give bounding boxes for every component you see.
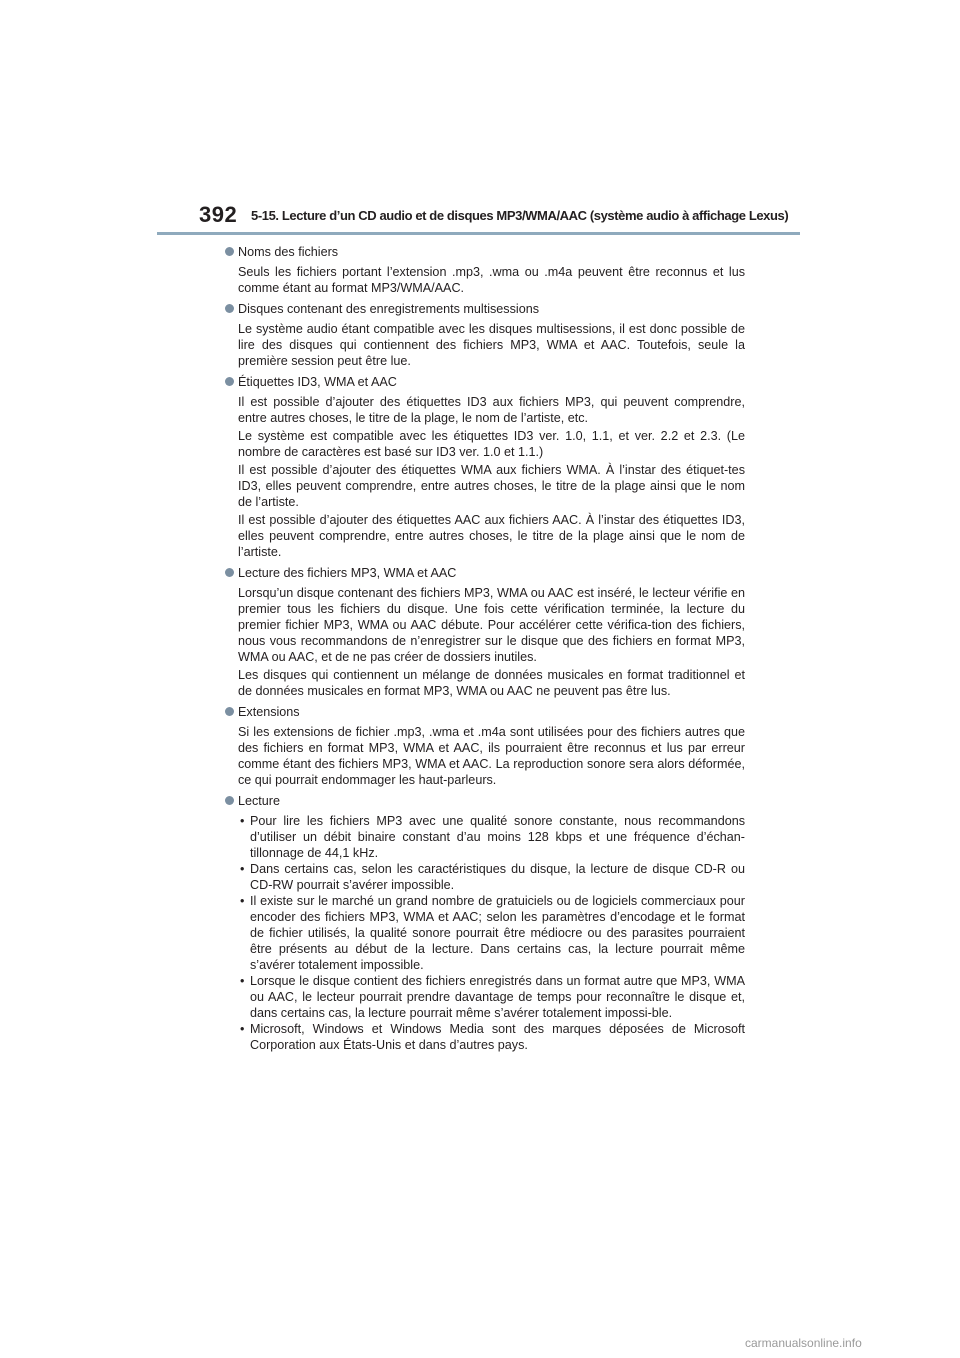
bullet-icon	[225, 247, 234, 256]
list-item	[238, 893, 745, 973]
section-heading-text: Disques contenant des enregistrements multisessions	[238, 301, 540, 316]
section-multisessions	[225, 300, 745, 369]
list-item-text: Il existe sur le marché un grand nombre de gratuiciels ou de logiciels commerciaux pour encoder des fichiers MP3, WMA et AAC; selon les paramètres d’encodage et le format de fichier utilisés, la qualité sonore pourrait être médiocre ou des parasites pourraient être présents au début de la lecture. Dans certains cas, la lecture pourrait même s’avérer totalement impossible.	[250, 894, 745, 972]
section-heading	[225, 243, 745, 260]
section-heading	[225, 564, 745, 581]
list-item	[238, 973, 745, 1021]
paragraph: Lorsqu’un disque contenant des fichiers MP3, WMA ou AAC est inséré, le lecteur vérifie en premier tous les fichiers du disque. Une fois cette vérification terminée, la lecture du premier fichier MP3, WMA ou AAC débute. Pour accélérer cette vérifica-tion des fichiers, nous vous recommandons de n’enregistrer sur le disque que des fichiers en format MP3, WMA ou AAC, et de ne pas créer de dossiers inutiles.	[238, 586, 745, 664]
list-marker: •	[240, 894, 245, 908]
paragraph: Il est possible d’ajouter des étiquettes AAC aux fichiers AAC. À l’instar des étiquettes ID3, elles peuvent comprendre, entre autres choses, le titre de la plage ainsi que le nom de l’artiste.	[238, 513, 745, 559]
section-lecture	[225, 792, 745, 1053]
paragraph: Il est possible d’ajouter des étiquettes WMA aux fichiers WMA. À l’instar des étiquet-tes ID3, elles peuvent comprendre, entre autres choses, le titre de la plage ainsi que le nom de l’artiste.	[238, 463, 745, 509]
bullet-icon	[225, 377, 234, 386]
header-rule	[157, 232, 800, 235]
bullet-icon	[225, 707, 234, 716]
list-marker: •	[240, 1022, 245, 1036]
lecture-list	[238, 813, 745, 1053]
section-etiquettes	[225, 373, 745, 560]
list-item-text: Pour lire les fichiers MP3 avec une qualité sonore constante, nous recommandons d’utiliser un débit binaire constant d’au moins 128 kbps et une fréquence d’échan-tillonnage de 44,1 kHz.	[250, 814, 745, 860]
section-heading-text: Noms des fichiers	[238, 244, 339, 259]
section-heading	[225, 792, 745, 809]
paragraph: Seuls les fichiers portant l’extension .mp3, .wma ou .m4a peuvent être reconnus et lus comme étant au format MP3/WMA/AAC.	[238, 265, 745, 295]
page-header	[0, 0, 960, 240]
section-heading-text: Étiquettes ID3, WMA et AAC	[238, 374, 397, 389]
page-number: 392	[199, 202, 238, 227]
section-heading-text: Lecture	[238, 793, 281, 808]
content-body	[225, 243, 745, 1053]
bullet-icon	[225, 568, 234, 577]
section-lecture-fichiers	[225, 564, 745, 699]
section-extensions	[225, 703, 745, 788]
bullet-icon	[225, 796, 234, 805]
bullet-icon	[225, 304, 234, 313]
list-marker: •	[240, 974, 245, 988]
list-marker: •	[240, 862, 245, 876]
paragraph: Si les extensions de fichier .mp3, .wma et .m4a sont utilisées pour des fichiers autres que des fichiers en format MP3, WMA et AAC, ils pourraient être reconnus et lus par erreur comme étant des fichiers MP3, WMA et AAC. La reproduction sonore sera alors déformée, ce qui pourrait endommager les haut-parleurs.	[238, 725, 745, 787]
paragraph: Le système audio étant compatible avec les disques multisessions, il est donc possible de lire des disques qui contiennent des fichiers MP3, WMA et AAC. Toutefois, seule la première session peut être lue.	[238, 322, 745, 368]
chapter-title: 5-15. Lecture d’un CD audio et de disques MP3/WMA/AAC (système audio à affichage Lexus)	[251, 208, 789, 223]
paragraph: Il est possible d’ajouter des étiquettes ID3 aux fichiers MP3, qui peuvent comprendre, entre autres choses, le titre de la plage, le nom de l’artiste, etc.	[238, 395, 745, 425]
list-item-text: Lorsque le disque contient des fichiers enregistrés dans un format autre que MP3, WMA ou AAC, le lecteur pourrait prendre davantage de temps pour reconnaître le disque et, dans certains cas, la lecture pourrait même s’avérer totalement impossi-ble.	[250, 974, 745, 1020]
section-heading	[225, 703, 745, 720]
list-item-text: Dans certains cas, selon les caractéristiques du disque, la lecture de disque CD-R ou CD-RW pourrait s’avérer impossible.	[250, 862, 745, 892]
list-item-text: Microsoft, Windows et Windows Media sont des marques déposées de Microsoft Corporation aux États-Unis et dans d’autres pays.	[250, 1022, 745, 1052]
list-item	[238, 1021, 745, 1053]
watermark-text: carmanualsonline.info	[745, 1336, 862, 1350]
section-heading-text: Extensions	[238, 704, 300, 719]
paragraph: Le système est compatible avec les étiquettes ID3 ver. 1.0, 1.1, et ver. 2.2 et 2.3. (Le nombre de caractères est basé sur ID3 ver. 1.0 et 1.1.)	[238, 429, 745, 459]
section-heading	[225, 300, 745, 317]
list-item	[238, 861, 745, 893]
list-marker: •	[240, 814, 245, 828]
section-heading-text: Lecture des fichiers MP3, WMA et AAC	[238, 565, 457, 580]
paragraph: Les disques qui contiennent un mélange de données musicales en format traditionnel et de données musicales en format MP3, WMA ou AAC ne peuvent pas être lus.	[238, 668, 745, 698]
section-heading	[225, 373, 745, 390]
list-item	[238, 813, 745, 861]
section-noms-des-fichiers	[225, 243, 745, 296]
